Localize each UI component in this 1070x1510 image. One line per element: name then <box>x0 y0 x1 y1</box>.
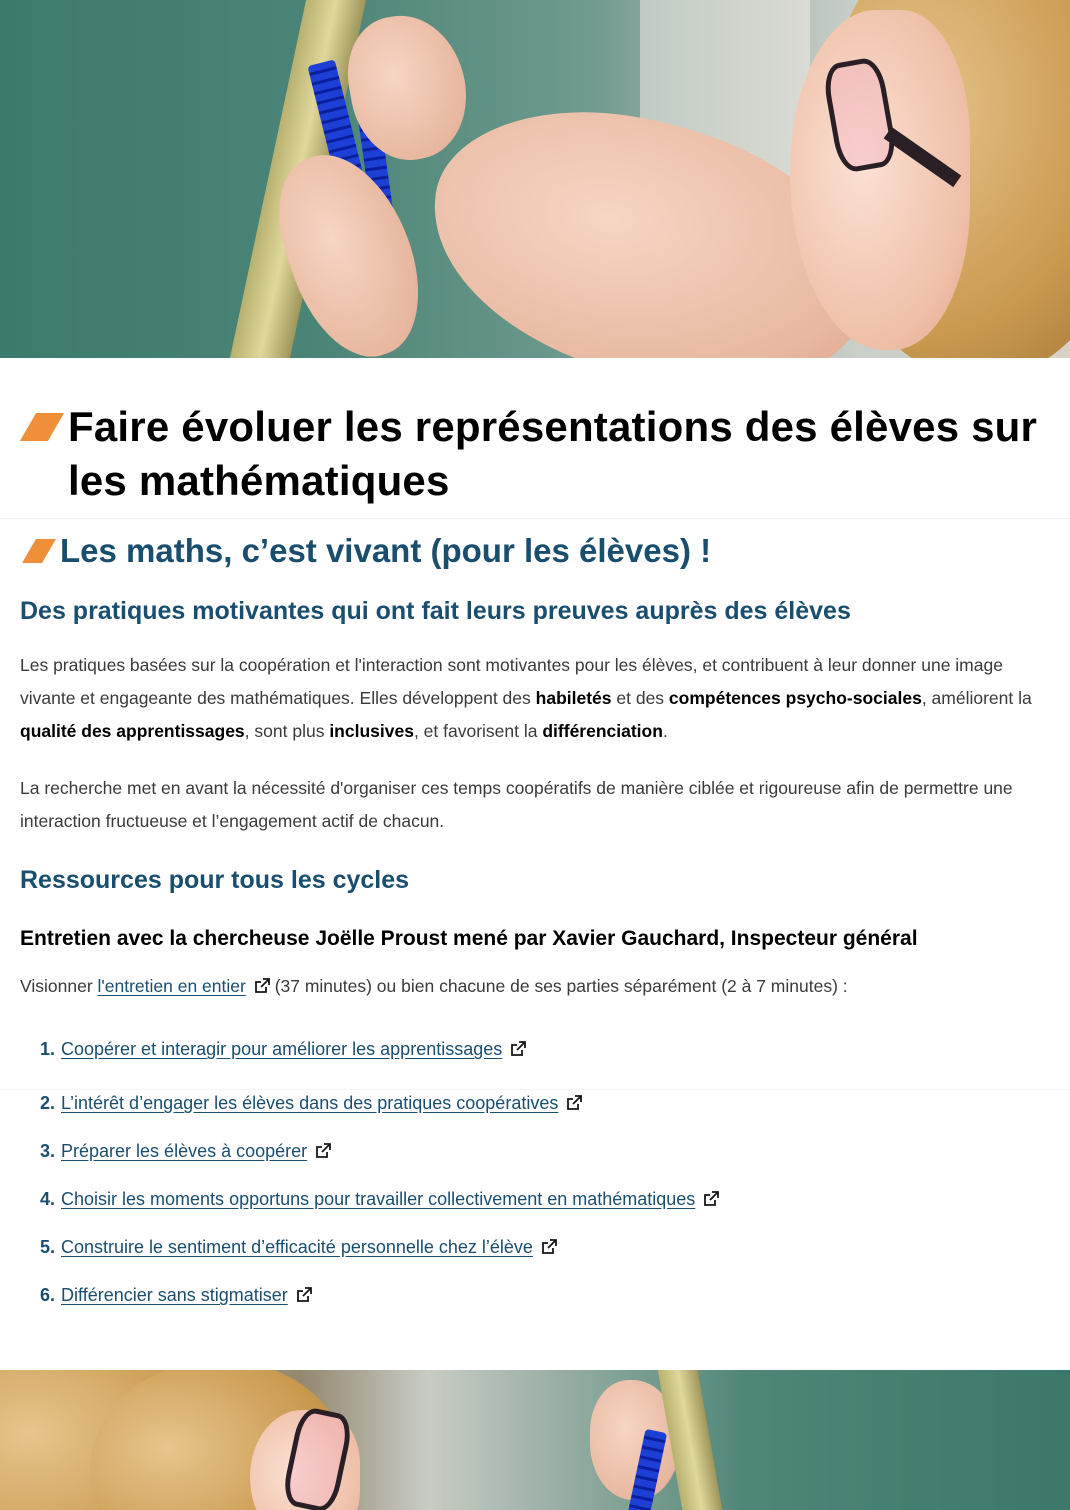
list-item: 1. Coopérer et interagir pour améliorer les apprentissages <box>40 1036 526 1062</box>
part-link[interactable]: Coopérer et interagir pour améliorer les apprentissages <box>61 1039 503 1059</box>
external-link-icon <box>703 1191 719 1207</box>
full-interview-link[interactable]: l'entretien en entier <box>97 976 246 996</box>
part-link[interactable]: Construire le sentiment d’efficacité personnelle chez l’élève <box>61 1237 533 1257</box>
external-link-icon <box>541 1239 557 1255</box>
external-link-icon <box>296 1287 312 1303</box>
list-item: 6. Différencier sans stigmatiser <box>40 1282 312 1308</box>
part-link[interactable]: Préparer les élèves à coopérer <box>61 1141 308 1161</box>
external-link-icon <box>254 978 270 994</box>
accent-slash-icon <box>20 413 64 441</box>
interview-intro: Visionner l'entretien en entier (37 minutes) ou bien chacune de ses parties séparément (2 à 7 minutes) : <box>20 976 848 996</box>
section-title-block <box>18 530 1058 572</box>
list-item: 5. Construire le sentiment d’efficacité personnelle chez l’élève <box>40 1234 557 1260</box>
main-title-block <box>18 400 1058 508</box>
list-item: 4. Choisir les moments opportuns pour travailler collectivement en mathématiques <box>40 1186 719 1212</box>
hero-photo <box>0 0 1070 358</box>
subsection-title: Des pratiques motivantes qui ont fait leurs preuves auprès des élèves <box>20 597 851 625</box>
external-link-icon <box>510 1041 526 1057</box>
list-item: 2. L’intérêt d’engager les élèves dans des pratiques coopératives <box>40 1090 582 1116</box>
resources-title: Ressources pour tous les cycles <box>20 866 410 894</box>
part-link[interactable]: L’intérêt d’engager les élèves dans des pratiques coopératives <box>61 1093 559 1113</box>
external-link-icon <box>315 1143 331 1159</box>
external-link-icon <box>566 1095 582 1111</box>
bottom-photo <box>0 1370 1070 1510</box>
research-paragraph: La recherche met en avant la nécessité d'organiser ces temps coopératifs de manière ciblée et rigoureuse afin de permettre une interaction fructueuse et l’engagement actif de chacun. <box>20 778 1013 831</box>
section-divider <box>0 518 1070 519</box>
part-link[interactable]: Différencier sans stigmatiser <box>61 1285 288 1305</box>
page-title: Faire évoluer les représentations des élèves sur les mathématiques <box>68 403 1038 504</box>
interview-title: Entretien avec la chercheuse Joëlle Proust mené par Xavier Gauchard, Inspecteur général <box>20 927 918 950</box>
intro-paragraph: Les pratiques basées sur la coopération et l'interaction sont motivantes pour les élèves, et contribuent à leur donner une image vivante et engageante des mathématiques. Elles développent des habiletés et des compétences psycho-sociales, améliorent la qualité des apprentissages, sont plus inclusives, et favorisent la différenciation. <box>20 655 1032 741</box>
list-item: 3. Préparer les élèves à coopérer <box>40 1138 331 1164</box>
part-link[interactable]: Choisir les moments opportuns pour travailler collectivement en mathématiques <box>61 1189 696 1209</box>
section-title: Les maths, c’est vivant (pour les élèves) ! <box>60 532 712 569</box>
accent-slash-icon <box>22 539 56 563</box>
